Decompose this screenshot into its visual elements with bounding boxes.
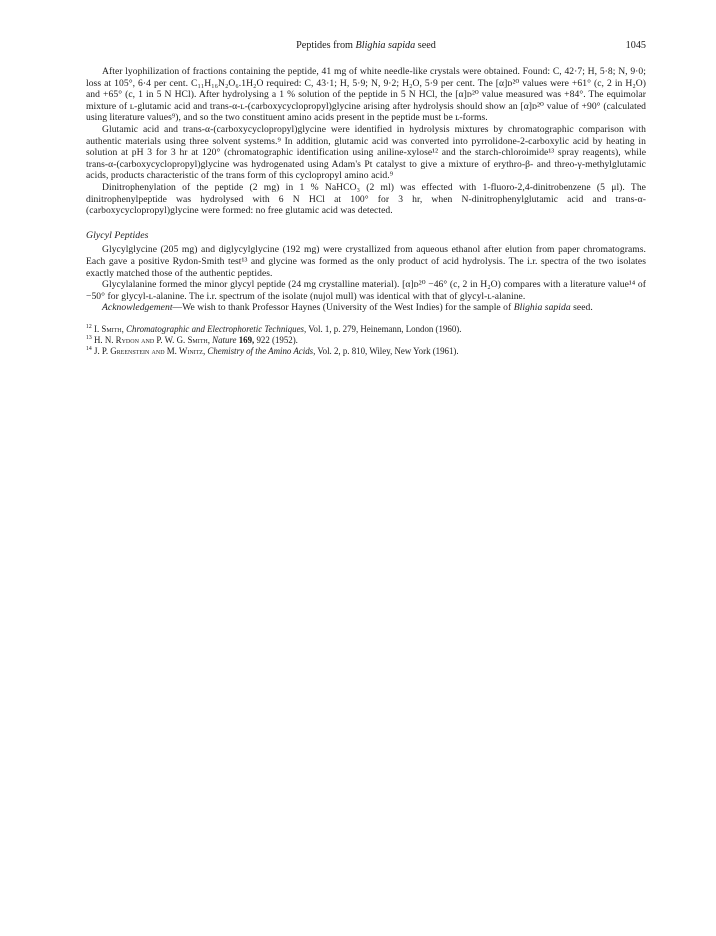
article-body: [86, 66, 646, 314]
journal-page: [86, 40, 646, 357]
paragraph-glycylglycine: Glycylglycine (205 mg) and diglycylglycine (192 mg) were crystallized from aqueous ethanol after elution from paper chromatograms. Each gave a positive Rydon-Smith test¹³ and glycine was formed as the only product of acid hydrolysis. The i.r. spectra of the two isolates exactly matched those of the authentic peptides.: [86, 244, 646, 279]
running-header: [86, 40, 646, 56]
running-title: Peptides from Blighia sapida seed: [296, 40, 436, 51]
acknowledgement-text: —We wish to thank Professor Haynes (University of the West Indies) for the sample of: [172, 302, 512, 314]
acknowledgement-species: Blighia sapida: [513, 302, 571, 314]
reference-item: $^{14}$ J. P. Greenstein and M. Winitz, Chemistry of the Amino Acids, Vol. 2, p. 810, Wiley, New York (1961).: [86, 346, 459, 357]
paragraph-dinitrophenylation: Dinitrophenylation of the peptide (2 mg) in 1 % NaHCO₃ (2 ml) was effected with 1-fluoro-2,4-dinitrobenzene (5 μl). The dinitrophenylpeptide was hydrolysed with 6 N HCl at 100° for 3 hr, when N-dinitrophenylglutamic acid and trans-α-(carboxycyclopropyl)glycine were formed: no free glutamic acid was detected.: [86, 181, 646, 217]
reference-item: $^{13}$ H. N. Rydon and P. W. G. Smith, Nature 169, 922 (1952).: [86, 335, 298, 346]
acknowledgement-tail: seed.: [573, 302, 593, 314]
section-heading-glycyl-peptides: Glycyl Peptides: [86, 229, 149, 241]
acknowledgement-label: Acknowledgement: [102, 302, 173, 314]
paragraph-identification: Glutamic acid and trans-α-(carboxycyclopropyl)glycine were identified in hydrolysis mixtures by chromatographic comparison with authentic materials using three solvent systems.⁹ In addition, glutamic acid was converted into pyrrolidone-2-carboxylic acid by heating in solution at pH 3 for 3 hr at 120° (chromatographic identification using aniline-xylose¹² and the starch-chloroimide¹³ spray reagents), while trans-α-(carboxycyclopropyl)glycine was hydrogenated using Adam's Pt catalyst to give a mixture of erythro-β- and threo-γ-methylglutamic acids, products characteristic of the trans form of this cyclopropyl amino acid.⁹: [86, 123, 646, 182]
paragraph-peptide-crystals: After lyophilization of fractions containing the peptide, 41 mg of white needle-like crystals were obtained. Found: C, 42·7; H, 5·8; N, 9·0; loss at 105°, 6·4 per cent. C₁₁H₁₆N₂O₆.1H₂O required: C, 43·1; H, 5·9; N, 9·2; H₂O, 5·9 per cent. The [α]ᴅ²⁰ values were +61° (c, 2 in H₂O) and +65° (c, 1 in 5 N HCl). After hydrolysing a 1 % solution of the peptide in 5 N HCl, the [α]ᴅ²⁰ value measured was +84°. The equimolar mixture of ʟ-glutamic acid and trans-α-ʟ-(carboxycyclopropyl)glycine arising after hydrolysis should show an [α]ᴅ²⁰ value of +90° (calculated using literature values⁹), and so the two constituent amino acids present in the peptide must be ʟ-forms.: [86, 66, 646, 124]
acknowledgement: [86, 302, 646, 314]
reference-item: $^{12}$ I. Smith, Chromatographic and Electrophoretic Techniques, Vol. 1, p. 279, Heinemann, London (1960).: [86, 323, 462, 334]
reference-list: [86, 324, 646, 358]
paragraph-glycylalanine: Glycylalanine formed the minor glycyl peptide (24 mg crystalline material). [α]ᴅ²⁰ −46° (c, 2 in H₂O) compares with a literature value¹⁴ of −50° for glycyl-ʟ-alanine. The i.r. spectrum of the isolate (nujol mull) was identical with that of glycyl-ʟ-alanine.: [86, 279, 646, 302]
page-number: 1045: [625, 40, 646, 51]
